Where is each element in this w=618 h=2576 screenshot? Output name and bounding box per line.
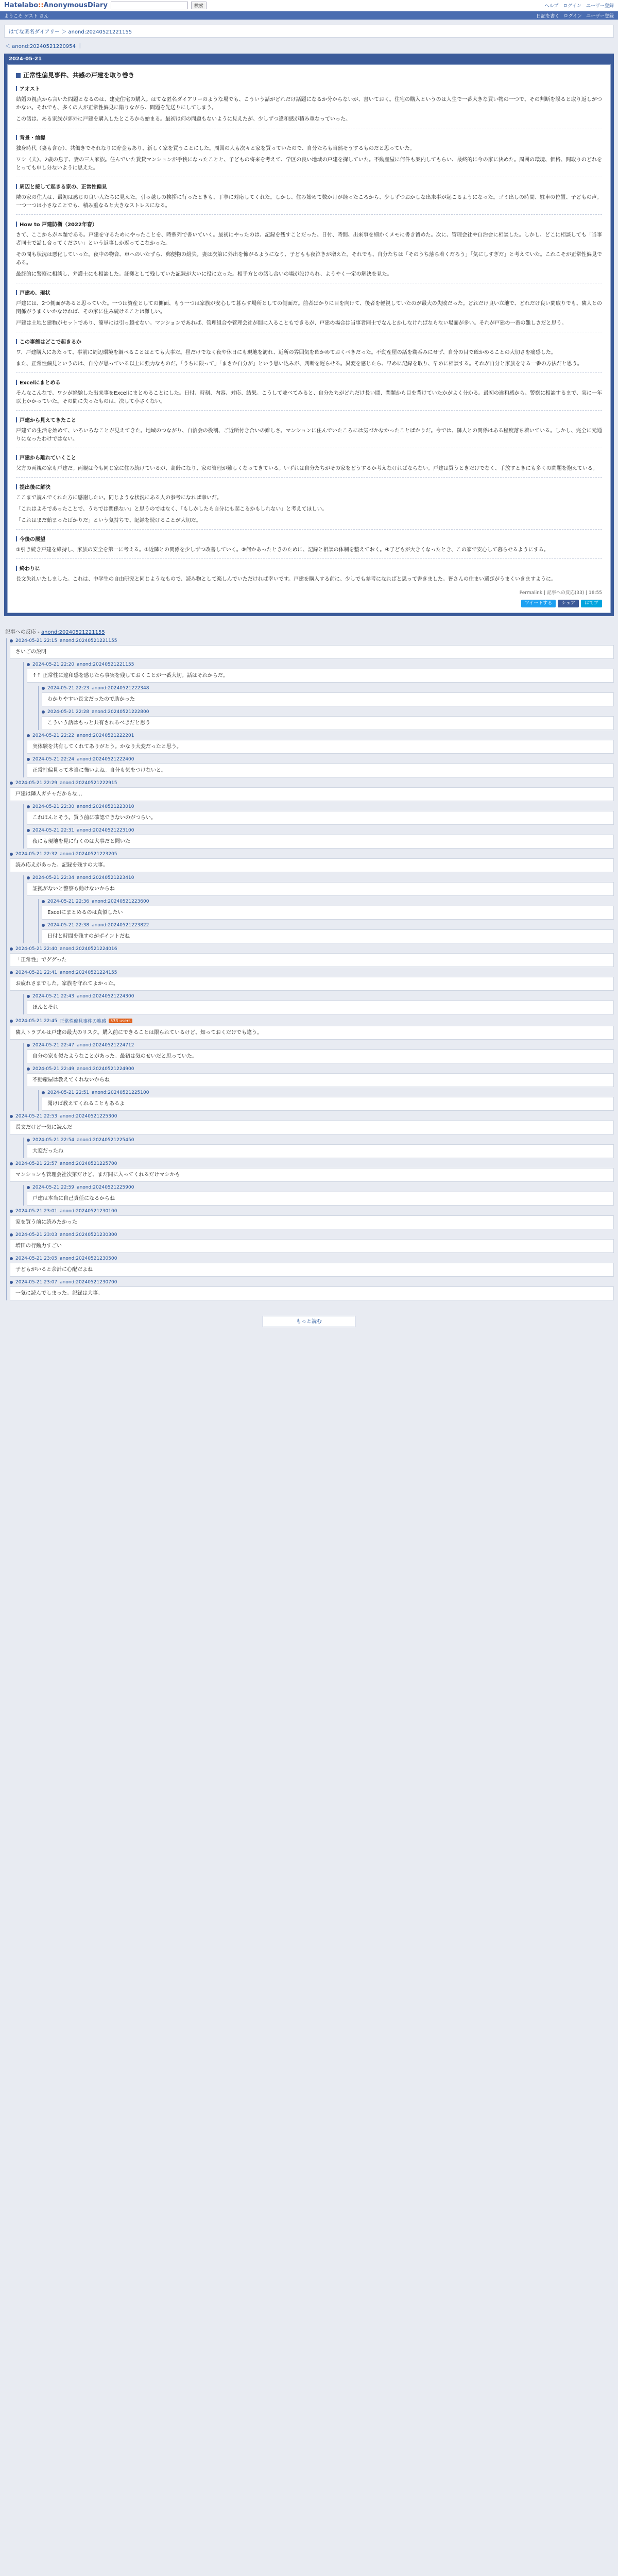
bullet-icon [10, 782, 13, 785]
help-link[interactable]: ヘルプ [544, 4, 559, 9]
comment-body: 増田の行動力すごい [10, 1239, 614, 1253]
comment-meta [27, 662, 614, 667]
comment-meta [27, 875, 614, 880]
replies [23, 1043, 614, 1111]
comment-body: これほんとそう。買う前に確認できないのがつらい。 [27, 811, 614, 825]
bullet-icon [10, 1115, 13, 1118]
comment-date: 2024-05-21 22:38 [47, 923, 90, 928]
bullet-icon [27, 805, 30, 808]
comment [10, 852, 614, 943]
comment-meta [27, 757, 614, 762]
section-heading: この事態はどこで起きるか [16, 338, 602, 347]
comment-meta [10, 1280, 614, 1285]
comment-body: さいごの説明 [10, 645, 614, 659]
section-heading: 背景・前提 [16, 134, 602, 143]
comment [27, 1185, 614, 1206]
comment-meta [10, 946, 614, 952]
site-logo[interactable]: Hatelabo::AnonymousDiary [4, 2, 108, 9]
comment-meta [10, 638, 614, 643]
comment-meta [27, 1185, 614, 1190]
comment-date: 2024-05-21 22:32 [15, 852, 58, 857]
bullet-icon [10, 1162, 13, 1165]
comment-body: こういう話はもっと共有されるべきだと思う [42, 716, 614, 730]
comment-meta [27, 1138, 614, 1143]
nav-register-link[interactable]: ユーザー登録 [586, 13, 614, 19]
comment-meta [42, 709, 614, 715]
bullet-icon [10, 1233, 13, 1236]
comment-meta [42, 923, 614, 928]
section-paragraph: 「これはまだ始まったばかりだ」という気持ちで、記録を続けることが大切だ。 [16, 518, 201, 523]
section-paragraph: 隣の家の住人は、最初は感じの良い人たちに見えた。引っ越しの挨拶に行ったときも、丁寧に対応してくれた。しかし、住み始めて数か月が経ったころから、少しずつおかしな出来事が起こるようになった。ゴミ出しの時間、駐車の位置、子どもの声。一つ一つは小さなことでも、積み重なると大きなストレスになる。 [16, 195, 602, 209]
comment [27, 757, 614, 777]
comment-meta [10, 781, 614, 786]
bullet-icon [10, 1257, 13, 1260]
comment-link[interactable]: anond:20240521230700 [60, 1280, 117, 1285]
section-paragraph: 戸建には、2つ側面があると思っていた。一つは資産としての側面、もう一つは家族が安心して暮らす場所としての側面だ。前者ばかりに目を向けて、後者を軽視していたのが最大の失敗だった。どれだけ良い立地で、どれだけ良い間取りでも、隣人との関係がうまくいかなければ、その家に住み続けることは難しい。 [16, 301, 602, 315]
bullet-icon [27, 995, 30, 998]
replies [23, 1138, 614, 1158]
comment-link[interactable]: anond:20240521221155 [60, 638, 117, 643]
comment [10, 1114, 614, 1158]
section-paragraph: ワ、戸建購入にあたって、事前に周辺環境を調べることはとても大事だ。昼だけでなく夜や休日にも現地を訪れ、近所の雰囲気を確かめておくべきだった。不動産屋の話を鵜呑みにせず、自分の目で確かめることの大切さを痛感した。 [16, 350, 556, 355]
comment-body: 読み応えがあった。記録を残すの大事。 [10, 858, 614, 872]
comment-tree [6, 638, 614, 1300]
comment-link[interactable]: anond:20240521222201 [77, 733, 134, 738]
comment-date: 2024-05-21 22:41 [15, 970, 58, 975]
article-title: 正常性偏見事件、共感の戸建を取り巻き [16, 71, 602, 79]
comments-heading: 記事への反応 - anond:20240521221155 [5, 630, 105, 635]
section-heading: How to 戸建防衛（2022年春） [16, 221, 602, 229]
write-diary-link[interactable]: 日記を書く [536, 13, 560, 19]
comment-meta [42, 899, 614, 904]
bullet-icon [10, 947, 13, 951]
prev-entry-link[interactable]: ＜ anond:20240521220954 ｜ [5, 44, 83, 49]
section-paragraph: さて、ここからが本題である。戸建を守るためにやったことを、時系列で書いていく。最初にやったのは、記録を残すことだった。日付、時間、出来事を細かくメモに書き留めた。次に、管理会社や自治会に相談した。しかし、どこに相談しても「当事者同士で話し合ってください」という返事しか返ってこなかった。 [16, 232, 602, 246]
comment-date: 2024-05-21 22:29 [15, 781, 58, 786]
section-paragraph: ここまで読んでくれた方に感謝したい。同じような状況にある人の参考になれば幸いだ。 [16, 495, 222, 501]
comment-link[interactable]: anond:20240521230300 [60, 1232, 117, 1238]
comment-link[interactable]: anond:20240521225900 [77, 1185, 134, 1190]
section-paragraph: また、正常性偏見というのは、自分が思っている以上に強力なものだ。「うちに限って」「まさか自分が」という思い込みが、判断を遅らせる。異変を感じたら、早めに記録を取り、早めに相談する。それが自分と家族を守る一番の方法だと思う。 [16, 361, 582, 367]
comment-body: Excelにまとめるのは真似したい [42, 906, 614, 920]
comment-date: 2024-05-21 22:49 [32, 1066, 75, 1072]
section-heading: 戸建から見えてきたこと [16, 417, 602, 425]
login-link[interactable]: ログイン [563, 4, 581, 9]
divider [16, 477, 602, 478]
section-heading: 提出後に解決 [16, 484, 602, 492]
comment-link[interactable]: anond:20240521224016 [60, 946, 117, 952]
comment-meta [27, 733, 614, 738]
article [4, 54, 614, 616]
comment-meta [42, 686, 614, 691]
comment [42, 1090, 614, 1111]
comment-date: 2024-05-21 22:28 [47, 709, 90, 715]
divider [16, 214, 602, 215]
bullet-icon [10, 1020, 13, 1023]
register-link[interactable]: ユーザー登録 [586, 4, 614, 9]
comment-date: 2024-05-21 23:05 [15, 1256, 58, 1261]
divider [16, 558, 602, 559]
hatebu-button[interactable]: はてブ [581, 600, 602, 607]
comment [10, 1232, 614, 1253]
section-paragraph: ①引き続き戸建を維持し、家族の安全を第一に考える。②近隣との関係を少しずつ改善していく。③何かあったときのために、記録と相談の体制を整えておく。④子どもが大きくなったとき、この家で安心して暮らせるようにする。 [16, 547, 549, 553]
square-icon [16, 73, 21, 78]
share-bar [16, 600, 602, 607]
section-paragraph: 「これはよそであったことで、うちでは関係ない」と思うのではなく、「もしかしたら自分にも起こるかもしれない」と考えてほしい。 [16, 506, 328, 512]
comment-meta [27, 828, 614, 833]
comment-link[interactable]: anond:20240521221155 [77, 662, 134, 667]
comment-date: 2024-05-21 22:53 [15, 1114, 58, 1119]
comment-link[interactable]: anond:20240521224155 [60, 970, 117, 975]
comment [10, 638, 614, 777]
comment-meta [10, 1018, 614, 1024]
comment-link[interactable]: anond:20240521222348 [92, 686, 149, 691]
comment-meta [27, 1043, 614, 1048]
share-button[interactable]: シェア [558, 600, 579, 607]
search-input[interactable] [111, 2, 188, 9]
section-heading: Excelにまとめる [16, 379, 602, 387]
comment-meta [10, 970, 614, 975]
comment-link[interactable]: anond:20240521225450 [77, 1138, 134, 1143]
comment-meta [10, 1114, 614, 1119]
comment-link[interactable]: anond:20240521222800 [92, 709, 149, 715]
tweet-button[interactable]: ツイートする [521, 600, 556, 607]
comment-date: 2024-05-21 22:51 [47, 1090, 90, 1095]
section-paragraph: 戸建は土地と建物がセットであり、簡単には引っ越せない。マンションであれば、管理組合や管理会社が間に入ることもできるが、戸建の場合は当事者同士でなんとかしなければならない場面が多い。それが戸建の一番の難しさだと思う。 [16, 320, 567, 326]
comment [27, 1066, 614, 1111]
comment-date: 2024-05-21 22:45 [15, 1018, 58, 1024]
bullet-icon [27, 663, 30, 666]
comment-date: 2024-05-21 22:57 [15, 1161, 58, 1166]
article-date: 2024-05-21 [9, 56, 42, 62]
comment [42, 899, 614, 920]
comment-meta [27, 1066, 614, 1072]
comment-link[interactable]: anond:20240521223010 [77, 804, 134, 809]
comment-link[interactable]: anond:20240521223600 [92, 899, 149, 904]
comment [42, 923, 614, 943]
divider [16, 410, 602, 411]
section-paragraph: 父方の両親の家も戸建だ。両親は今も同じ家に住み続けているが、高齢になり、家の管理が難しくなってきている。いずれは自分たちがその家をどうするか考えなければならない。戸建は買うときだけでなく、手放すときにも多くの問題を抱えている。 [16, 466, 598, 471]
article-sections [16, 86, 602, 584]
comment-body: お疲れさまでした。家族を守れてよかった。 [10, 977, 614, 991]
comment-body: 夜にも現地を見に行くのは大事だと聞いた [27, 835, 614, 849]
replies [38, 899, 614, 943]
divider [16, 529, 602, 530]
comment-link[interactable]: anond:20240521225700 [60, 1161, 117, 1166]
bullet-icon [10, 853, 13, 856]
comment-body: 長文だけど一気に読んだ [10, 1121, 614, 1134]
comment [10, 1161, 614, 1206]
comment-meta [10, 1209, 614, 1214]
section-paragraph: 戸建ての生活を始めて、いろいろなことが見えてきた。地域のつながり、自治会の役割、ご近所付き合いの難しさ。マンションに住んでいたころには気づかなかったことばかりだ。今では、隣人との関係はある程度落ち着いている。しかし、完全に元通りになったわけではない。 [16, 428, 602, 442]
bullet-icon [42, 924, 45, 927]
comment [10, 1256, 614, 1277]
comment-body: 子どもがいると余計に心配だよね [10, 1263, 614, 1277]
comment [27, 1138, 614, 1158]
comments-root-link[interactable]: anond:20240521221155 [41, 630, 105, 635]
comment [42, 709, 614, 730]
bullet-icon [42, 710, 45, 714]
bullet-icon [27, 1044, 30, 1047]
comment-link[interactable]: anond:20240521222400 [77, 757, 134, 762]
comment [27, 875, 614, 943]
replies [23, 804, 614, 849]
comment-body: マンションも管理会社次第だけど、まだ間に入ってくれるだけマシかも [10, 1168, 614, 1182]
comment-date: 2024-05-21 22:40 [15, 946, 58, 952]
replies [23, 1185, 614, 1206]
bullet-icon [27, 734, 30, 737]
comment-body: 戸建は隣人ガチャだからな… [10, 787, 614, 801]
bullet-icon [27, 876, 30, 879]
comment-meta [10, 1256, 614, 1261]
users-badge[interactable]: 533 users [109, 1019, 132, 1023]
comment [10, 1209, 614, 1229]
comment-date: 2024-05-21 22:22 [32, 733, 75, 738]
comment-link[interactable]: anond:20240521223100 [77, 828, 134, 833]
section-heading: 周辺と接して起きる家の、正常性偏見 [16, 183, 602, 192]
nav-login-link[interactable]: ログイン [563, 13, 582, 19]
bullet-icon [10, 1281, 13, 1284]
comment-date: 2024-05-21 22:30 [32, 804, 75, 809]
search-button[interactable]: 検索 [191, 2, 207, 9]
comment-date: 2024-05-21 22:23 [47, 686, 90, 691]
comment-body: 聞けば教えてくれることもあるよ [42, 1097, 614, 1111]
comment [10, 970, 614, 1014]
replies [23, 875, 614, 943]
comment-link[interactable]: anond:20240521223410 [77, 875, 134, 880]
section-paragraph: 長文失礼いたしました。これは、中学生の自由研究と同じようなもので、読み物として楽しんでいただければ幸いです。戸建を購入する前に、少しでも参考になればと思って書きました。皆さんの住まい選びがうまくいきますように。 [16, 577, 556, 582]
comment [27, 1043, 614, 1063]
comment-link[interactable]: anond:20240521224712 [77, 1043, 134, 1048]
comment-body: 隣人トラブルは戸建の最大のリスク。購入前にできることは限られているけど、知っておくだけでも違う。 [10, 1026, 614, 1040]
section-heading: 戸建から離れていくこと [16, 454, 602, 463]
section-paragraph: ワシ（夫）、2歳の息子、妻の三人家族。住んでいた賃貸マンションが手狭になったことと、子どもの将来を考えて、学区の良い地域の戸建を探していた。不動産屋に何件も案内してもらい、最終的に今の家に決めた。周囲の環境、価格、間取りのどれをとっても申し分ないように思えた。 [16, 157, 602, 171]
comment [42, 686, 614, 706]
section-heading: 終わりに [16, 565, 602, 573]
comment [27, 804, 614, 825]
header-links [544, 2, 614, 9]
comment-link[interactable]: anond:20240521222915 [60, 781, 117, 786]
comment-body: 正常性偏見って本当に怖いよね。自分も気をつけないと。 [27, 764, 614, 777]
comment-link[interactable]: anond:20240521230100 [60, 1209, 117, 1214]
comment [27, 733, 614, 754]
replies [38, 686, 614, 730]
bullet-icon [10, 1210, 13, 1213]
comment-meta [42, 1090, 614, 1095]
comment-date: 2024-05-21 23:07 [15, 1280, 58, 1285]
comment-date: 2024-05-21 22:15 [15, 638, 58, 643]
comment [10, 781, 614, 849]
comment-body: 不動産屋は教えてくれないからね [27, 1073, 614, 1087]
section-paragraph: 最終的に警察に相談し、弁護士にも相談した。証拠として残していた記録が大いに役に立った。相手方との話し合いの場が設けられ、ようやく一定の解決を見た。 [16, 272, 392, 277]
article-body [7, 64, 611, 613]
bullet-icon [27, 1139, 30, 1142]
comment-date: 2024-05-21 22:20 [32, 662, 75, 667]
divider [16, 372, 602, 373]
comment-date: 2024-05-21 22:34 [32, 875, 75, 880]
comment-body: 戸建は本当に自己責任になるからね [27, 1192, 614, 1206]
comment-meta [10, 1161, 614, 1166]
comment-date: 2024-05-21 23:01 [15, 1209, 58, 1214]
comment-link[interactable]: anond:20240521223822 [92, 923, 149, 928]
comment-date: 2024-05-21 22:59 [32, 1185, 75, 1190]
comment [27, 994, 614, 1014]
comment-date: 2024-05-21 22:47 [32, 1043, 75, 1048]
bullet-icon [42, 687, 45, 690]
replies [23, 994, 614, 1014]
welcome-text: ようこそ ゲスト さん [4, 13, 49, 19]
comment-link[interactable]: anond:20240521223205 [60, 852, 117, 857]
comment [10, 1280, 614, 1300]
section-paragraph: 結婚の視点から言いた問題となるのは、建売住宅の購入。はてな匿名ダイアリーのような場でも、こういう話がどれだけ話題になるか分からないが、書いておく。住宅の購入というのは人生で一番大きな買い物の一つで、その判断を誤ると取り返しがつかない。それでも、多くの人が正常性偏見に陥りながら、問題を先送りにしてしまう。 [16, 97, 602, 111]
bullet-icon [42, 900, 45, 903]
section-paragraph: この話は、ある家族が郊外に戸建を購入したところから始まる。最初は何の問題もないように見えたが、少しずつ違和感が積み重なっていった。 [16, 116, 351, 122]
comment-body: わかりやすい長文だったので助かった [42, 692, 614, 706]
section-heading: 今後の展望 [16, 536, 602, 544]
comment-date: 2024-05-21 22:31 [32, 828, 75, 833]
bullet-icon [27, 758, 30, 761]
comment-meta [27, 804, 614, 809]
comment-meta [27, 994, 614, 999]
section-heading: アオスト [16, 86, 602, 94]
comment-meta [10, 1232, 614, 1238]
comment-link[interactable]: 正常性偏見事件の雑感 [60, 1019, 107, 1024]
replies [38, 1090, 614, 1111]
bullet-icon [10, 639, 13, 642]
bullet-icon [27, 829, 30, 832]
bullet-icon [27, 1067, 30, 1071]
comment-body: 大変だったね [27, 1144, 614, 1158]
comment-body: 「正常性」でググった [10, 953, 614, 967]
bullet-icon [10, 971, 13, 974]
comment-date: 2024-05-21 22:36 [47, 899, 90, 904]
breadcrumb[interactable]: はてな匿名ダイアリー ＞ anond:20240521221155 [4, 25, 614, 38]
bullet-icon [27, 1186, 30, 1189]
section-paragraph: そんなこんなで、ワシが経験した出来事をExcelにまとめることにした。日付、時刻、内容、対応、結果。こうして並べてみると、自分たちがどれだけ長い間、問題から目を背けていたかがよく分かる。最初の違和感から、警察に相談するまで、実に一年以上かかっていた。その間に失ったものは、決して小さくない。 [16, 391, 602, 404]
comment-meta [10, 852, 614, 857]
section-paragraph: その間も状況は悪化していった。夜中の物音、車へのいたずら、郵便物の紛失。妻は次第に外出を怖がるようになり、子どもも夜泣きが増えた。それでも、自分たちは「そのうち落ち着くだろう」「気にしすぎだ」と考えていた。これこそが正常性偏見である。 [16, 252, 602, 266]
global-header [0, 0, 618, 11]
comment [10, 946, 614, 967]
comment [27, 662, 614, 730]
article-footer[interactable]: Permalink | 記事への反応(33) | 18:55 [519, 590, 602, 596]
comment-link[interactable]: anond:20240521224900 [77, 1066, 134, 1072]
more-button[interactable]: もっと読む [263, 1316, 355, 1327]
comment-body: 家を買う前に読みたかった [10, 1215, 614, 1229]
replies [23, 662, 614, 777]
section-heading: 戸建め、現状 [16, 290, 602, 298]
comment-date: 2024-05-21 22:43 [32, 994, 75, 999]
comment-body: ↑↑ 正常性に違和感を感じたら事実を残しておくことが一番大切。話はそれからだ。 [27, 669, 614, 683]
comment [27, 828, 614, 849]
comment-date: 2024-05-21 22:54 [32, 1138, 75, 1143]
comment-date: 2024-05-21 22:24 [32, 757, 75, 762]
nav-bar [0, 11, 618, 20]
section-paragraph: 独身時代（妻も含む）、共働きでそれなりに貯金もあり、新しく家を買うことにした。周囲の人も次々と家を買っていたので、自分たちも当然そうするものだと思っていた。 [16, 146, 415, 151]
comment-body: ほんとそれ [27, 1001, 614, 1014]
comment-body: 一気に読んでしまった。記録は大事。 [10, 1286, 614, 1300]
comment-body: 日付と時間を残すのがポイントだね [42, 929, 614, 943]
comment [10, 1018, 614, 1111]
comment-link[interactable]: anond:20240521225300 [60, 1114, 117, 1119]
comment-date: 2024-05-21 23:03 [15, 1232, 58, 1238]
bullet-icon [42, 1091, 45, 1094]
comment-link[interactable]: anond:20240521225100 [92, 1090, 149, 1095]
comment-body: 証拠がないと警察も動けないからね [27, 882, 614, 896]
comment-link[interactable]: anond:20240521224300 [77, 994, 134, 999]
comment-body: 実体験を共有してくれてありがとう。かなり大変だったと思う。 [27, 740, 614, 754]
comment-body: 自分の家も似たようなことがあった。最初は気のせいだと思っていた。 [27, 1049, 614, 1063]
comment-link[interactable]: anond:20240521230500 [60, 1256, 117, 1261]
